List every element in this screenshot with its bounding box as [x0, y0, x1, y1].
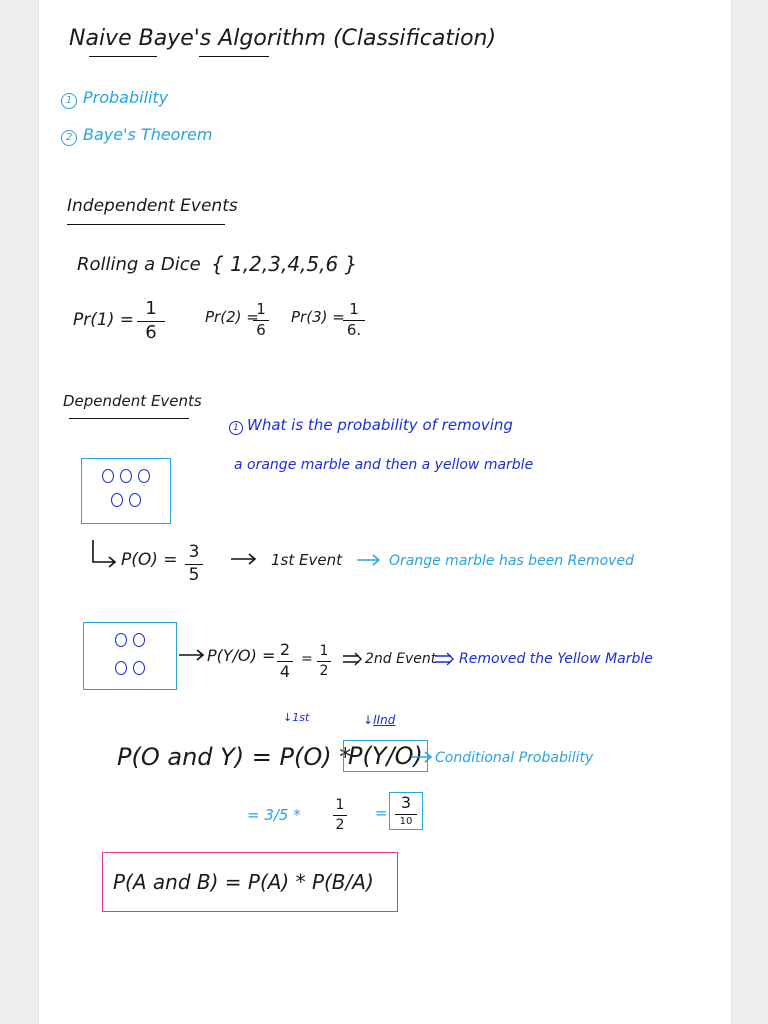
- title-underline: [89, 56, 157, 57]
- first-event-note: Orange marble has been Removed: [389, 553, 634, 569]
- second-event-label: 2nd Event: [365, 651, 437, 667]
- topic-item-probability: [61, 90, 168, 109]
- denominator: 4: [279, 661, 291, 681]
- calculation-fraction: [333, 798, 347, 832]
- topic-label: Baye's Theorem: [83, 125, 213, 144]
- marble-icon: [133, 633, 145, 647]
- marble-icon: [102, 469, 114, 483]
- numerator: 1: [145, 298, 157, 319]
- question-text: What is the probability of removing: [247, 416, 513, 434]
- page-title: Naive Baye's Algorithm (Classification): [69, 26, 497, 51]
- numerator: 3: [188, 542, 200, 562]
- second-event-note: Removed the Yellow Marble: [459, 651, 653, 667]
- marble-icon: [111, 493, 123, 507]
- marble-icon: [129, 493, 141, 507]
- double-arrow-icon: [435, 652, 455, 666]
- denominator: 2: [335, 816, 345, 833]
- marbles-box-initial: [81, 458, 171, 524]
- numerator: 1: [349, 300, 359, 318]
- dependent-events-heading: Dependent Events: [63, 392, 202, 410]
- first-marker-label: 1st: [292, 711, 310, 724]
- numerator: 1: [256, 300, 266, 318]
- second-marker-label: IInd: [373, 713, 396, 727]
- denominator: 10: [399, 815, 413, 827]
- p-yellow-fraction: [277, 642, 293, 681]
- marble-icon: [115, 633, 127, 647]
- general-formula: P(A and B) = P(A) * P(B/A): [113, 870, 374, 894]
- numerator: 1: [319, 643, 329, 659]
- pr2-label: Pr(2) =: [205, 308, 259, 326]
- calculation-left: = 3/5 *: [247, 806, 301, 824]
- topic-label: Probability: [83, 88, 169, 107]
- p-orange-fraction: [185, 544, 203, 585]
- denominator: 6: [145, 321, 157, 343]
- topic-number: 2: [61, 130, 77, 146]
- numerator: 3: [400, 793, 412, 812]
- topic-item-bayes-theorem: [61, 127, 212, 146]
- dice-example: Rolling a Dice: [77, 254, 201, 275]
- pr1-fraction: [137, 300, 165, 343]
- question-line-1: [229, 418, 513, 435]
- question-line-2: a orange marble and then a yellow marble: [234, 457, 534, 473]
- marble-icon: [133, 661, 145, 675]
- conditional-term-boxed: P(Y/O): [343, 740, 428, 772]
- topic-number: 1: [61, 93, 77, 109]
- hook-arrow-icon: [91, 540, 121, 570]
- denominator: 6: [256, 320, 266, 339]
- heading-underline: [69, 418, 189, 419]
- right-arrow-icon: [231, 552, 257, 566]
- question-number: 1: [229, 421, 243, 435]
- calculation-equals: =: [375, 804, 388, 822]
- p-orange-label: P(O) =: [121, 550, 178, 570]
- pr1-label: Pr(1) =: [73, 310, 134, 330]
- marble-icon: [138, 469, 150, 483]
- numerator: 1: [335, 797, 345, 813]
- independent-events-heading: Independent Events: [67, 196, 238, 216]
- conditional-probability-label: Conditional Probability: [435, 750, 594, 766]
- note-page: [38, 0, 732, 1024]
- title-underline: [199, 56, 269, 57]
- denominator: 6.: [346, 320, 362, 339]
- first-marker: ↓1st: [283, 711, 310, 724]
- pr3-fraction: [343, 302, 365, 339]
- pr3-label: Pr(3) =: [291, 308, 345, 326]
- right-arrow-icon: [411, 750, 433, 764]
- first-event-label: 1st Event: [271, 551, 342, 569]
- joint-probability-formula: P(O and Y) = P(O) *: [117, 743, 352, 771]
- right-arrow-icon: [357, 553, 381, 567]
- marble-icon: [115, 661, 127, 675]
- result-fraction-boxed: [389, 792, 423, 830]
- second-marker: ↓IInd: [363, 713, 396, 727]
- denominator: 2: [319, 662, 329, 679]
- numerator: 2: [279, 640, 291, 659]
- pr2-fraction: [253, 302, 269, 339]
- p-yellow-given-orange-label: P(Y/O) =: [207, 646, 276, 665]
- dice-outcome-set: { 1,2,3,4,5,6 }: [211, 252, 358, 276]
- denominator: 5: [188, 564, 200, 585]
- right-arrow-icon: [179, 648, 205, 662]
- double-arrow-icon: [343, 652, 363, 666]
- equals-sign: =: [301, 651, 313, 667]
- heading-underline: [67, 224, 225, 225]
- marble-icon: [120, 469, 132, 483]
- marbles-box-after-first: [83, 622, 177, 690]
- p-yellow-simplified: [317, 644, 331, 678]
